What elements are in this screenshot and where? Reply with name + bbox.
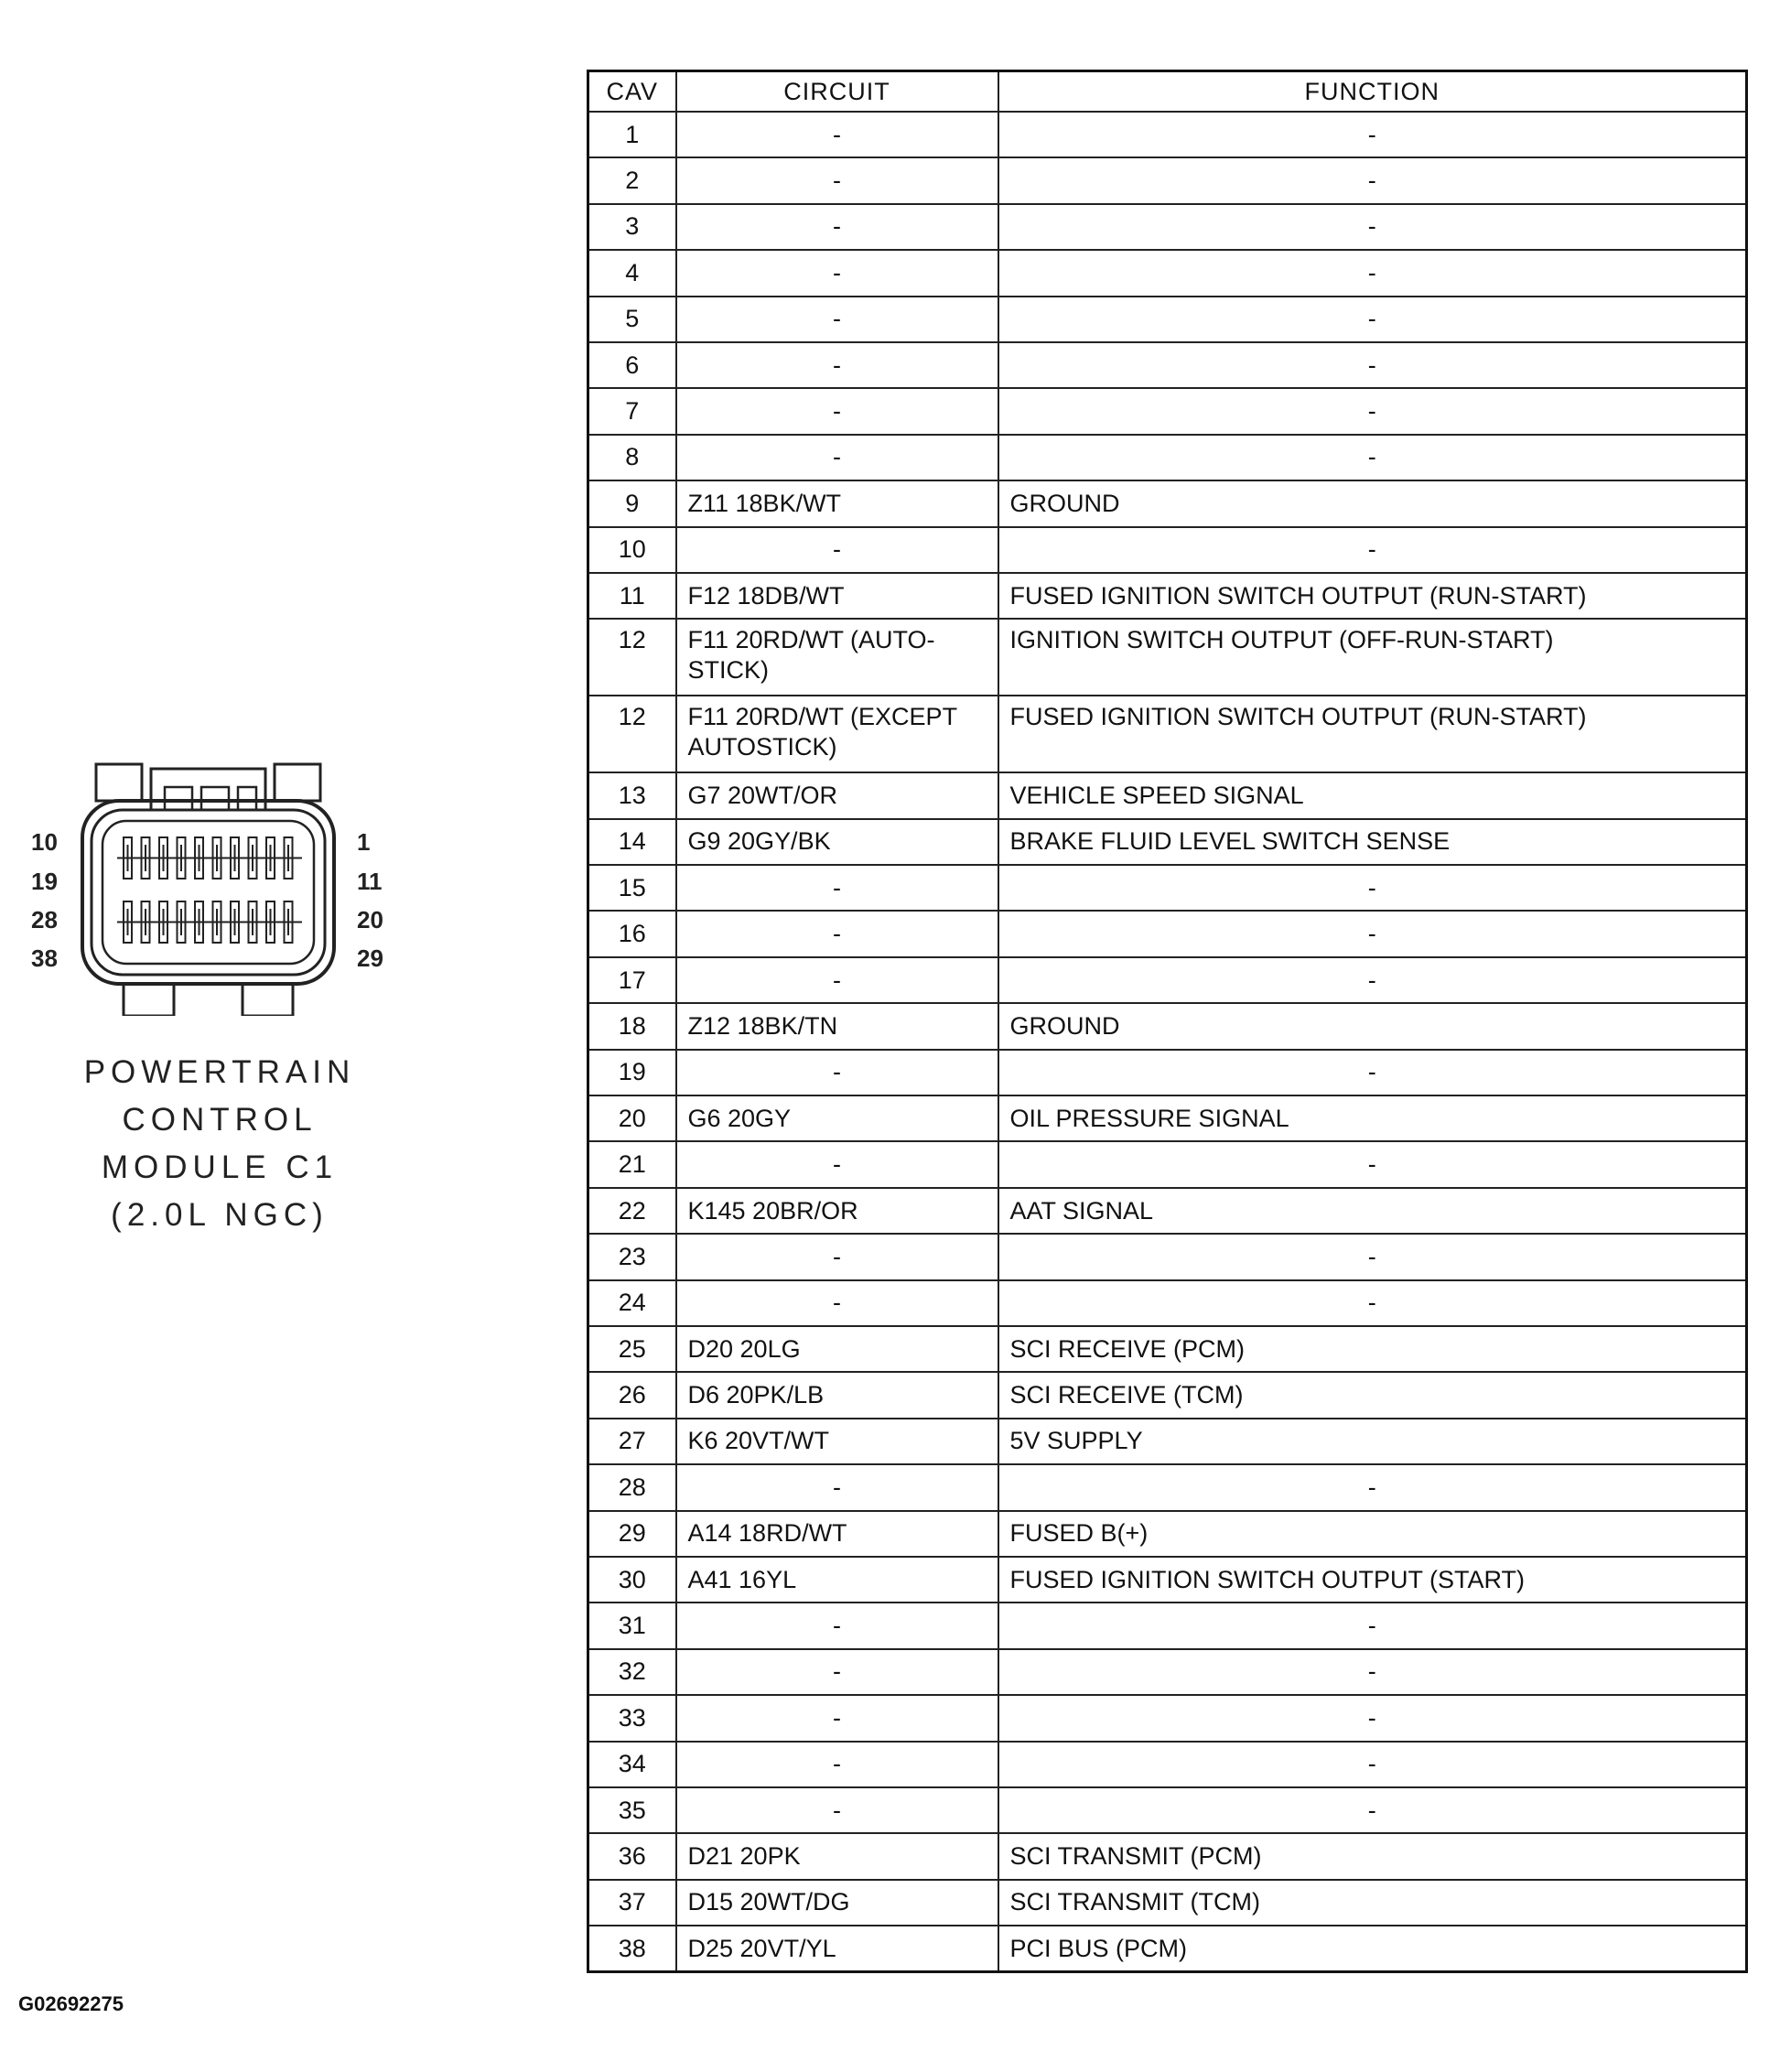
- cell-circuit: K6 20VT/WT: [676, 1419, 998, 1464]
- pin-label-29: 29: [357, 944, 383, 972]
- cell-cav: 1: [588, 112, 676, 157]
- cell-cav: 12: [588, 696, 676, 772]
- connector-caption-line-2: CONTROL: [122, 1102, 318, 1138]
- cell-function: -: [998, 112, 1747, 157]
- pin-label-38: 38: [31, 944, 58, 972]
- pin-label-19: 19: [31, 868, 58, 895]
- connector-caption-line-3: MODULE C1: [101, 1149, 339, 1185]
- cell-circuit: -: [676, 957, 998, 1003]
- cell-function: -: [998, 342, 1747, 388]
- table-row: [588, 1787, 1747, 1833]
- table-row: [588, 1188, 1747, 1234]
- cell-circuit: D15 20WT/DG: [676, 1880, 998, 1926]
- table-row: [588, 819, 1747, 865]
- cell-function: -: [998, 157, 1747, 203]
- cell-cav: 12: [588, 619, 676, 696]
- cell-circuit: -: [676, 388, 998, 434]
- cell-cav: 35: [588, 1787, 676, 1833]
- cell-function: FUSED B(+): [998, 1511, 1747, 1557]
- pin-label-20: 20: [357, 906, 383, 933]
- cell-cav: 28: [588, 1464, 676, 1510]
- cell-cav: 33: [588, 1695, 676, 1741]
- figure-id: G02692275: [18, 1992, 124, 2015]
- cell-cav: 23: [588, 1234, 676, 1279]
- table-row: [588, 1742, 1747, 1787]
- cell-circuit: -: [676, 1742, 998, 1787]
- table-row: [588, 1603, 1747, 1648]
- table-row: [588, 342, 1747, 388]
- cell-circuit: -: [676, 1649, 998, 1695]
- table-row: [588, 1833, 1747, 1879]
- cell-cav: 15: [588, 865, 676, 911]
- cell-function: OIL PRESSURE SIGNAL: [998, 1095, 1747, 1141]
- cell-function: -: [998, 204, 1747, 250]
- table-row: [588, 250, 1747, 296]
- header-circuit: CIRCUIT: [676, 71, 998, 113]
- cell-circuit: -: [676, 1280, 998, 1326]
- cell-function: FUSED IGNITION SWITCH OUTPUT (START): [998, 1557, 1747, 1603]
- cell-function: -: [998, 911, 1747, 956]
- cell-function: 5V SUPPLY: [998, 1419, 1747, 1464]
- table-header-row: [588, 71, 1747, 113]
- table-row: [588, 1372, 1747, 1418]
- cell-cav: 11: [588, 573, 676, 619]
- cell-cav: 25: [588, 1326, 676, 1372]
- table-row: [588, 1234, 1747, 1279]
- cell-circuit: D25 20VT/YL: [676, 1926, 998, 1971]
- cell-circuit: -: [676, 1050, 998, 1095]
- header-function: FUNCTION: [998, 71, 1747, 113]
- cell-function: -: [998, 957, 1747, 1003]
- table-row: [588, 1095, 1747, 1141]
- cell-circuit: -: [676, 1141, 998, 1187]
- cell-function: PCI BUS (PCM): [998, 1926, 1747, 1971]
- cell-circuit: D6 20PK/LB: [676, 1372, 998, 1418]
- pin-label-10: 10: [31, 828, 58, 856]
- table-row: [588, 480, 1747, 526]
- cell-cav: 5: [588, 297, 676, 342]
- cell-circuit: -: [676, 1695, 998, 1741]
- cell-cav: 29: [588, 1511, 676, 1557]
- connector-face-drawing: [18, 750, 403, 1016]
- table-row: [588, 619, 1747, 696]
- cell-cav: 34: [588, 1742, 676, 1787]
- cell-circuit: -: [676, 911, 998, 956]
- table-row: [588, 157, 1747, 203]
- connector-caption-line-4: (2.0L NGC): [111, 1197, 329, 1233]
- cell-circuit: K145 20BR/OR: [676, 1188, 998, 1234]
- cell-cav: 9: [588, 480, 676, 526]
- cell-cav: 10: [588, 527, 676, 573]
- cell-function: -: [998, 297, 1747, 342]
- cell-cav: 22: [588, 1188, 676, 1234]
- cell-cav: 13: [588, 772, 676, 818]
- table-row: [588, 696, 1747, 772]
- pin-label-11: 11: [357, 868, 383, 895]
- cell-function: IGNITION SWITCH OUTPUT (OFF-RUN-START): [998, 619, 1747, 696]
- cell-function: AAT SIGNAL: [998, 1188, 1747, 1234]
- table-row: [588, 957, 1747, 1003]
- cell-function: -: [998, 865, 1747, 911]
- cell-function: GROUND: [998, 1003, 1747, 1049]
- cell-cav: 20: [588, 1095, 676, 1141]
- table-row: [588, 865, 1747, 911]
- cell-circuit: G7 20WT/OR: [676, 772, 998, 818]
- cell-function: -: [998, 1234, 1747, 1279]
- cell-function: SCI TRANSMIT (TCM): [998, 1880, 1747, 1926]
- cell-cav: 16: [588, 911, 676, 956]
- table-row: [588, 1141, 1747, 1187]
- cell-circuit: -: [676, 297, 998, 342]
- cell-function: -: [998, 1603, 1747, 1648]
- table-row: [588, 1695, 1747, 1741]
- table-row: [588, 112, 1747, 157]
- cell-circuit: D20 20LG: [676, 1326, 998, 1372]
- table-row: [588, 1649, 1747, 1695]
- cell-function: -: [998, 1280, 1747, 1326]
- cell-function: BRAKE FLUID LEVEL SWITCH SENSE: [998, 819, 1747, 865]
- cell-cav: 8: [588, 435, 676, 480]
- cell-cav: 24: [588, 1280, 676, 1326]
- cell-function: SCI RECEIVE (PCM): [998, 1326, 1747, 1372]
- cell-circuit: -: [676, 435, 998, 480]
- table-row: [588, 772, 1747, 818]
- cell-function: -: [998, 1649, 1747, 1695]
- cell-cav: 3: [588, 204, 676, 250]
- table-row: [588, 1926, 1747, 1971]
- header-cav: CAV: [588, 71, 676, 113]
- cell-circuit: F12 18DB/WT: [676, 573, 998, 619]
- cell-cav: 4: [588, 250, 676, 296]
- cell-circuit: -: [676, 865, 998, 911]
- table-row: [588, 1050, 1747, 1095]
- cell-cav: 27: [588, 1419, 676, 1464]
- cell-cav: 37: [588, 1880, 676, 1926]
- cell-function: -: [998, 388, 1747, 434]
- cell-circuit: -: [676, 204, 998, 250]
- connector-pinout-table: [587, 70, 1748, 1973]
- cell-circuit: G9 20GY/BK: [676, 819, 998, 865]
- cell-cav: 7: [588, 388, 676, 434]
- pin-label-28: 28: [31, 906, 58, 933]
- table-row: [588, 204, 1747, 250]
- cell-function: SCI RECEIVE (TCM): [998, 1372, 1747, 1418]
- cell-circuit: G6 20GY: [676, 1095, 998, 1141]
- cell-cav: 26: [588, 1372, 676, 1418]
- cell-function: FUSED IGNITION SWITCH OUTPUT (RUN-START): [998, 696, 1747, 772]
- table-row: [588, 1419, 1747, 1464]
- cell-function: -: [998, 1787, 1747, 1833]
- table-row: [588, 911, 1747, 956]
- table-row: [588, 1557, 1747, 1603]
- cell-cav: 38: [588, 1926, 676, 1971]
- cell-function: -: [998, 1464, 1747, 1510]
- cell-circuit: -: [676, 1464, 998, 1510]
- cell-circuit: F11 20RD/WT (AUTO-STICK): [676, 619, 998, 696]
- table-row: [588, 1464, 1747, 1510]
- cell-function: -: [998, 1695, 1747, 1741]
- table-row: [588, 573, 1747, 619]
- cell-function: SCI TRANSMIT (PCM): [998, 1833, 1747, 1879]
- cell-cav: 32: [588, 1649, 676, 1695]
- cell-circuit: F11 20RD/WT (EXCEPT AUTOSTICK): [676, 696, 998, 772]
- cell-circuit: -: [676, 157, 998, 203]
- cell-cav: 19: [588, 1050, 676, 1095]
- cell-cav: 18: [588, 1003, 676, 1049]
- cell-function: -: [998, 435, 1747, 480]
- cell-circuit: Z12 18BK/TN: [676, 1003, 998, 1049]
- cell-circuit: -: [676, 1787, 998, 1833]
- cell-circuit: Z11 18BK/WT: [676, 480, 998, 526]
- cell-function: GROUND: [998, 480, 1747, 526]
- connector-caption-line-1: POWERTRAIN: [83, 1054, 356, 1090]
- table-row: [588, 1003, 1747, 1049]
- cell-circuit: A41 16YL: [676, 1557, 998, 1603]
- cell-cav: 17: [588, 957, 676, 1003]
- table-row: [588, 388, 1747, 434]
- cell-circuit: -: [676, 250, 998, 296]
- cell-circuit: -: [676, 342, 998, 388]
- cell-cav: 36: [588, 1833, 676, 1879]
- cell-cav: 21: [588, 1141, 676, 1187]
- cell-circuit: -: [676, 527, 998, 573]
- cell-function: -: [998, 1141, 1747, 1187]
- table-row: [588, 435, 1747, 480]
- table-row: [588, 1511, 1747, 1557]
- cell-function: -: [998, 1050, 1747, 1095]
- cell-cav: 30: [588, 1557, 676, 1603]
- cell-cav: 14: [588, 819, 676, 865]
- cell-function: -: [998, 1742, 1747, 1787]
- cell-circuit: D21 20PK: [676, 1833, 998, 1879]
- cell-function: VEHICLE SPEED SIGNAL: [998, 772, 1747, 818]
- cell-function: FUSED IGNITION SWITCH OUTPUT (RUN-START): [998, 573, 1747, 619]
- cell-cav: 31: [588, 1603, 676, 1648]
- cell-circuit: -: [676, 1603, 998, 1648]
- table-row: [588, 1280, 1747, 1326]
- cell-circuit: -: [676, 112, 998, 157]
- table-row: [588, 297, 1747, 342]
- cell-circuit: A14 18RD/WT: [676, 1511, 998, 1557]
- cell-function: -: [998, 250, 1747, 296]
- cell-cav: 6: [588, 342, 676, 388]
- cell-cav: 2: [588, 157, 676, 203]
- pin-label-1: 1: [357, 828, 371, 856]
- cell-function: -: [998, 527, 1747, 573]
- table-row: [588, 1326, 1747, 1372]
- table-row: [588, 527, 1747, 573]
- cell-circuit: -: [676, 1234, 998, 1279]
- table-row: [588, 1880, 1747, 1926]
